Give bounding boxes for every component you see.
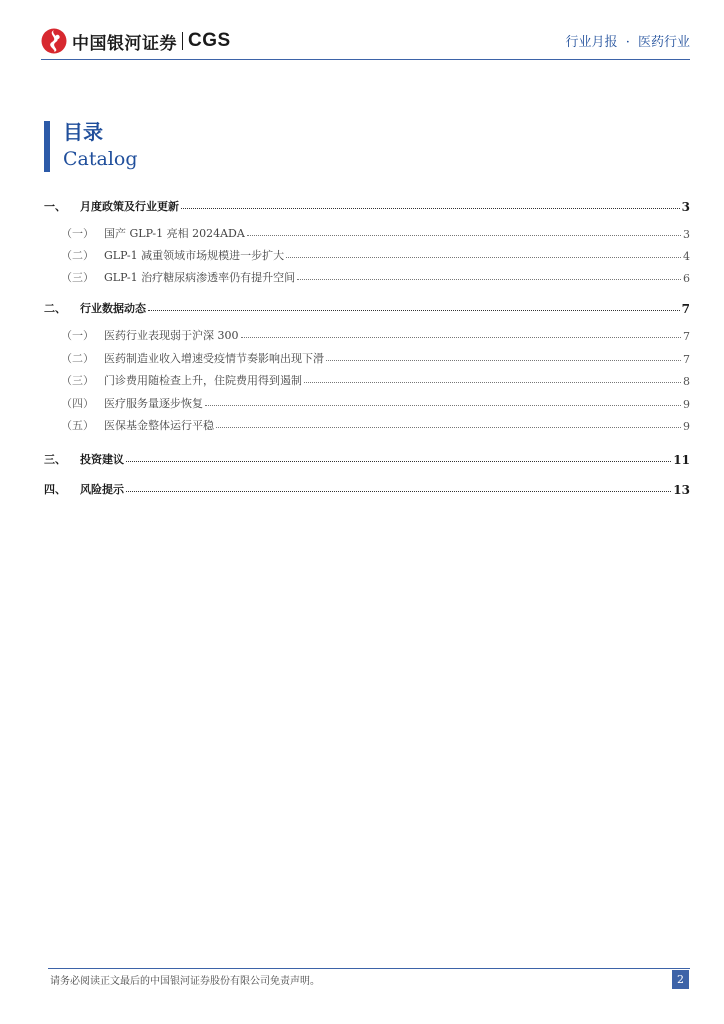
toc-entry-number: 四、 <box>44 483 66 496</box>
toc-entry-title: 医药制造业收入增速受疫情节奏影响出现下滑 <box>104 352 324 365</box>
toc-entry-title: GLP-1 减重领域市场规模进一步扩大 <box>104 249 285 262</box>
toc-entry-title: 投资建议 <box>80 453 124 466</box>
toc-entry-title: 门诊费用随检查上升，住院费用得到遏制 <box>104 374 302 387</box>
toc-entry-title: GLP-1 治疗糖尿病渗透率仍有提升空间 <box>104 271 296 284</box>
toc-entry-page: 4 <box>683 250 690 263</box>
toc-entry[interactable] <box>44 265 690 285</box>
toc-leader-dots <box>286 257 681 258</box>
toc-entry-page: 3 <box>681 200 690 214</box>
toc-entry-number: （一） <box>61 329 94 342</box>
toc-entry[interactable] <box>44 346 690 366</box>
toc-entry-page: 6 <box>683 272 690 285</box>
toc-entry-page: 8 <box>683 375 690 388</box>
toc-entry-number: （三） <box>61 271 94 284</box>
toc-entry-title: 医药行业表现弱于沪深 300 <box>104 329 239 342</box>
toc-leader-dots <box>216 427 681 428</box>
toc-entry-number: （四） <box>61 397 94 410</box>
toc-entry-number: （三） <box>61 374 94 387</box>
toc-entry-number: 一、 <box>44 200 66 213</box>
toc-entry-page: 9 <box>683 420 690 433</box>
toc-entry-page: 7 <box>683 353 690 366</box>
sector-name: 医药行业 <box>637 35 690 50</box>
toc-entry-number: （五） <box>61 419 94 432</box>
toc-entry-number: （二） <box>61 249 94 262</box>
cgs-logo-icon <box>41 28 67 54</box>
toc-leader-dots <box>297 279 681 280</box>
footer-disclaimer: 请务必阅读正文最后的中国银河证券股份有限公司免责声明。 <box>50 976 320 987</box>
toc-leader-dots <box>126 491 671 492</box>
header-divider <box>41 59 690 60</box>
catalog-title <box>44 121 138 172</box>
report-category <box>566 31 690 50</box>
toc-leader-dots <box>126 461 671 462</box>
toc-entry-page: 11 <box>673 453 690 467</box>
logo-english-name: CGS <box>188 30 231 51</box>
toc-entry[interactable] <box>44 323 690 343</box>
toc-entry-page: 3 <box>683 228 690 241</box>
page-header <box>0 0 724 62</box>
toc-entry-page: 7 <box>683 330 690 343</box>
toc-leader-dots <box>247 235 681 236</box>
toc-leader-dots <box>326 360 681 361</box>
toc-entry-page: 7 <box>681 302 690 316</box>
report-type: 行业月报 <box>565 35 618 50</box>
toc-leader-dots <box>241 337 682 338</box>
toc-entry[interactable] <box>44 221 690 241</box>
logo-chinese-name: 中国银河证券 <box>72 33 177 54</box>
logo-divider <box>182 32 183 50</box>
header-separator: · <box>625 35 630 50</box>
title-english: Catalog <box>63 148 138 170</box>
toc-entry-title: 风险提示 <box>80 483 124 496</box>
toc-entry[interactable] <box>44 368 690 388</box>
toc-entry[interactable] <box>44 447 690 467</box>
toc-entry-number: （二） <box>61 352 94 365</box>
toc-entry[interactable] <box>44 243 690 263</box>
company-logo <box>41 27 231 55</box>
toc-entry-page: 9 <box>683 398 690 411</box>
toc-entry[interactable] <box>44 413 690 433</box>
toc-entry[interactable] <box>44 194 690 214</box>
toc-entry-title: 月度政策及行业更新 <box>80 200 179 213</box>
toc-entry-number: （一） <box>61 227 94 240</box>
toc-entry-title: 行业数据动态 <box>80 302 146 315</box>
toc-entry-number: 三、 <box>44 453 66 466</box>
footer-divider <box>48 968 690 969</box>
toc-entry-title: 医疗服务量逐步恢复 <box>104 397 203 410</box>
toc-leader-dots <box>148 310 680 311</box>
toc-entry-number: 二、 <box>44 302 66 315</box>
title-accent-bar <box>44 121 50 172</box>
toc-leader-dots <box>205 405 681 406</box>
toc-entry-title: 国产 GLP-1 亮相 2024ADA <box>104 227 245 240</box>
page-number: 2 <box>672 970 689 989</box>
toc-entry[interactable] <box>44 477 690 497</box>
title-chinese: 目录 <box>63 120 103 144</box>
toc-leader-dots <box>304 382 681 383</box>
toc-entry[interactable] <box>44 296 690 316</box>
toc-entry-page: 13 <box>673 483 690 497</box>
toc-entry[interactable] <box>44 391 690 411</box>
toc-entry-title: 医保基金整体运行平稳 <box>104 419 214 432</box>
toc-leader-dots <box>181 208 680 209</box>
